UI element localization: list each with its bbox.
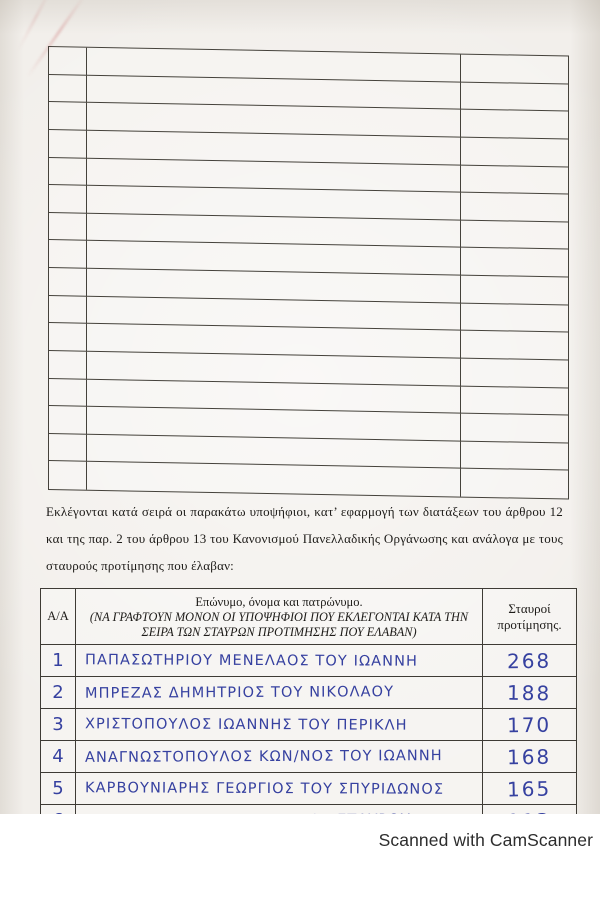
row-name-cell	[76, 773, 483, 804]
empty-cell	[461, 303, 568, 333]
header-name-note: (ΝΑ ΓΡΑΦΤΟΥΝ ΜΟΝΟΝ ΟΙ ΥΠΟΨΗΦΙΟΙ ΠΟΥ ΕΚΛΕΓΟΝΤΑΙ ΚΑΤΑ ΤΗΝ ΣΕΙΡΑ ΤΩΝ ΣΤΑΥΡΩΝ ΠΡΟΤΙΜΗΣΗΣ ΠΟΥ ΕΛΑΒΑΝ)	[89, 609, 469, 639]
empty-cell	[461, 82, 568, 112]
empty-cell	[461, 276, 568, 306]
header-index: Α/Α	[41, 589, 76, 644]
table-row	[41, 709, 576, 741]
intro-paragraph: Εκλέγονται κατά σειρά οι παρακάτω υποψήφιοι, κατ’ εφαρμογή των διατάξεων του άρθρου 12 και της παρ. 2 του άρθρου 13 του Κανονισμού Πανελλαδικής Οργάνωσης και ανάλογα με τους σταυρούς προτίμησης που έλαβαν:	[46, 504, 563, 573]
row-index-cell	[41, 709, 76, 740]
empty-cell	[49, 379, 87, 407]
empty-cell	[461, 137, 568, 167]
row-index-cell	[41, 773, 76, 804]
paper-crease	[16, 0, 52, 52]
empty-cell	[49, 406, 87, 434]
table-row	[41, 645, 576, 677]
row-name-cell	[76, 645, 483, 676]
empty-cell	[49, 351, 87, 379]
empty-cell	[461, 110, 568, 140]
table-row	[41, 773, 576, 805]
empty-cell	[49, 323, 87, 351]
row-name-cell-text: ΜΠΡΕΖΑΣ ΔΗΜΗΤΡΙΟΣ ΤΟΥ ΝΙΚΟΛΑΟΥ	[84, 683, 395, 702]
empty-cell	[49, 268, 87, 296]
empty-cell	[461, 414, 568, 444]
results-rows	[41, 645, 576, 836]
row-index-cell-text: 4	[52, 746, 64, 767]
header-name	[76, 589, 483, 644]
empty-cell	[49, 213, 87, 241]
camscanner-watermark: Scanned with CamScanner	[378, 830, 593, 850]
empty-cell	[49, 130, 87, 158]
empty-cell	[461, 386, 568, 416]
empty-cell	[49, 240, 87, 268]
empty-cell	[49, 185, 87, 213]
row-index-cell	[41, 677, 76, 708]
empty-cell	[49, 158, 87, 186]
table-row	[41, 677, 576, 709]
row-crosses-cell-text: 268	[507, 648, 552, 673]
empty-cell	[461, 441, 568, 471]
row-name-cell	[76, 677, 483, 708]
row-crosses-cell	[483, 741, 576, 772]
row-index-cell-text: 5	[52, 778, 64, 799]
row-crosses-cell-text: 168	[507, 744, 552, 769]
row-crosses-cell	[483, 677, 576, 708]
empty-cell	[49, 75, 87, 103]
row-crosses-cell-text: 188	[507, 680, 552, 705]
results-header-row	[41, 589, 576, 645]
row-crosses-cell-text: 165	[507, 776, 552, 801]
header-name-title: Επώνυμο, όνομα και πατρώνυμο.	[195, 594, 363, 609]
row-crosses-cell	[483, 773, 576, 804]
row-name-cell-text: ΑΝΑΓΝΩΣΤΟΠΟΥΛΟΣ ΚΩΝ/ΝΟΣ ΤΟΥ ΙΩΑΝΝΗ	[84, 747, 443, 766]
row-crosses-cell-text: 170	[507, 712, 552, 737]
empty-cell	[461, 358, 568, 388]
row-name-cell-text: ΚΑΡΒΟΥΝΙΑΡΗΣ ΓΕΩΡΓΙΟΣ ΤΟΥ ΣΠΥΡΙΔΩΝΟΣ	[84, 779, 445, 798]
empty-cell	[461, 165, 568, 195]
row-index-cell-text: 3	[52, 714, 64, 735]
empty-cell	[461, 193, 568, 223]
empty-cell	[461, 220, 568, 250]
camscanner-bar	[0, 814, 600, 857]
row-index-cell-text: 1	[52, 650, 64, 671]
row-index-cell-text: 2	[52, 682, 64, 703]
empty-cell	[461, 55, 568, 85]
row-index-cell	[41, 645, 76, 676]
row-crosses-cell	[483, 709, 576, 740]
row-name-cell-text: ΠΑΠΑΣΩΤΗΡΙΟΥ ΜΕΝΕΛΑΟΣ ΤΟΥ ΙΩΑΝΝΗ	[84, 651, 419, 670]
row-name-cell	[76, 709, 483, 740]
empty-cell	[49, 461, 87, 489]
row-crosses-cell	[483, 645, 576, 676]
row-name-cell-text: ΧΡΙΣΤΟΠΟΥΛΟΣ ΙΩΑΝΝΗΣ ΤΟΥ ΠΕΡΙΚΛΗ	[84, 715, 408, 734]
empty-cell	[461, 248, 568, 278]
header-crosses: Σταυροί προτίμησης.	[497, 600, 562, 632]
empty-cell	[49, 102, 87, 130]
empty-cell	[49, 434, 87, 462]
results-table	[40, 588, 577, 837]
empty-cell	[49, 296, 87, 324]
table-row	[41, 741, 576, 773]
empty-cell	[461, 469, 568, 499]
empty-cell	[49, 47, 87, 75]
empty-candidates-table	[48, 46, 569, 500]
empty-cell	[461, 331, 568, 361]
row-index-cell	[41, 741, 76, 772]
empty-cell	[87, 462, 461, 496]
row-name-cell	[76, 741, 483, 772]
